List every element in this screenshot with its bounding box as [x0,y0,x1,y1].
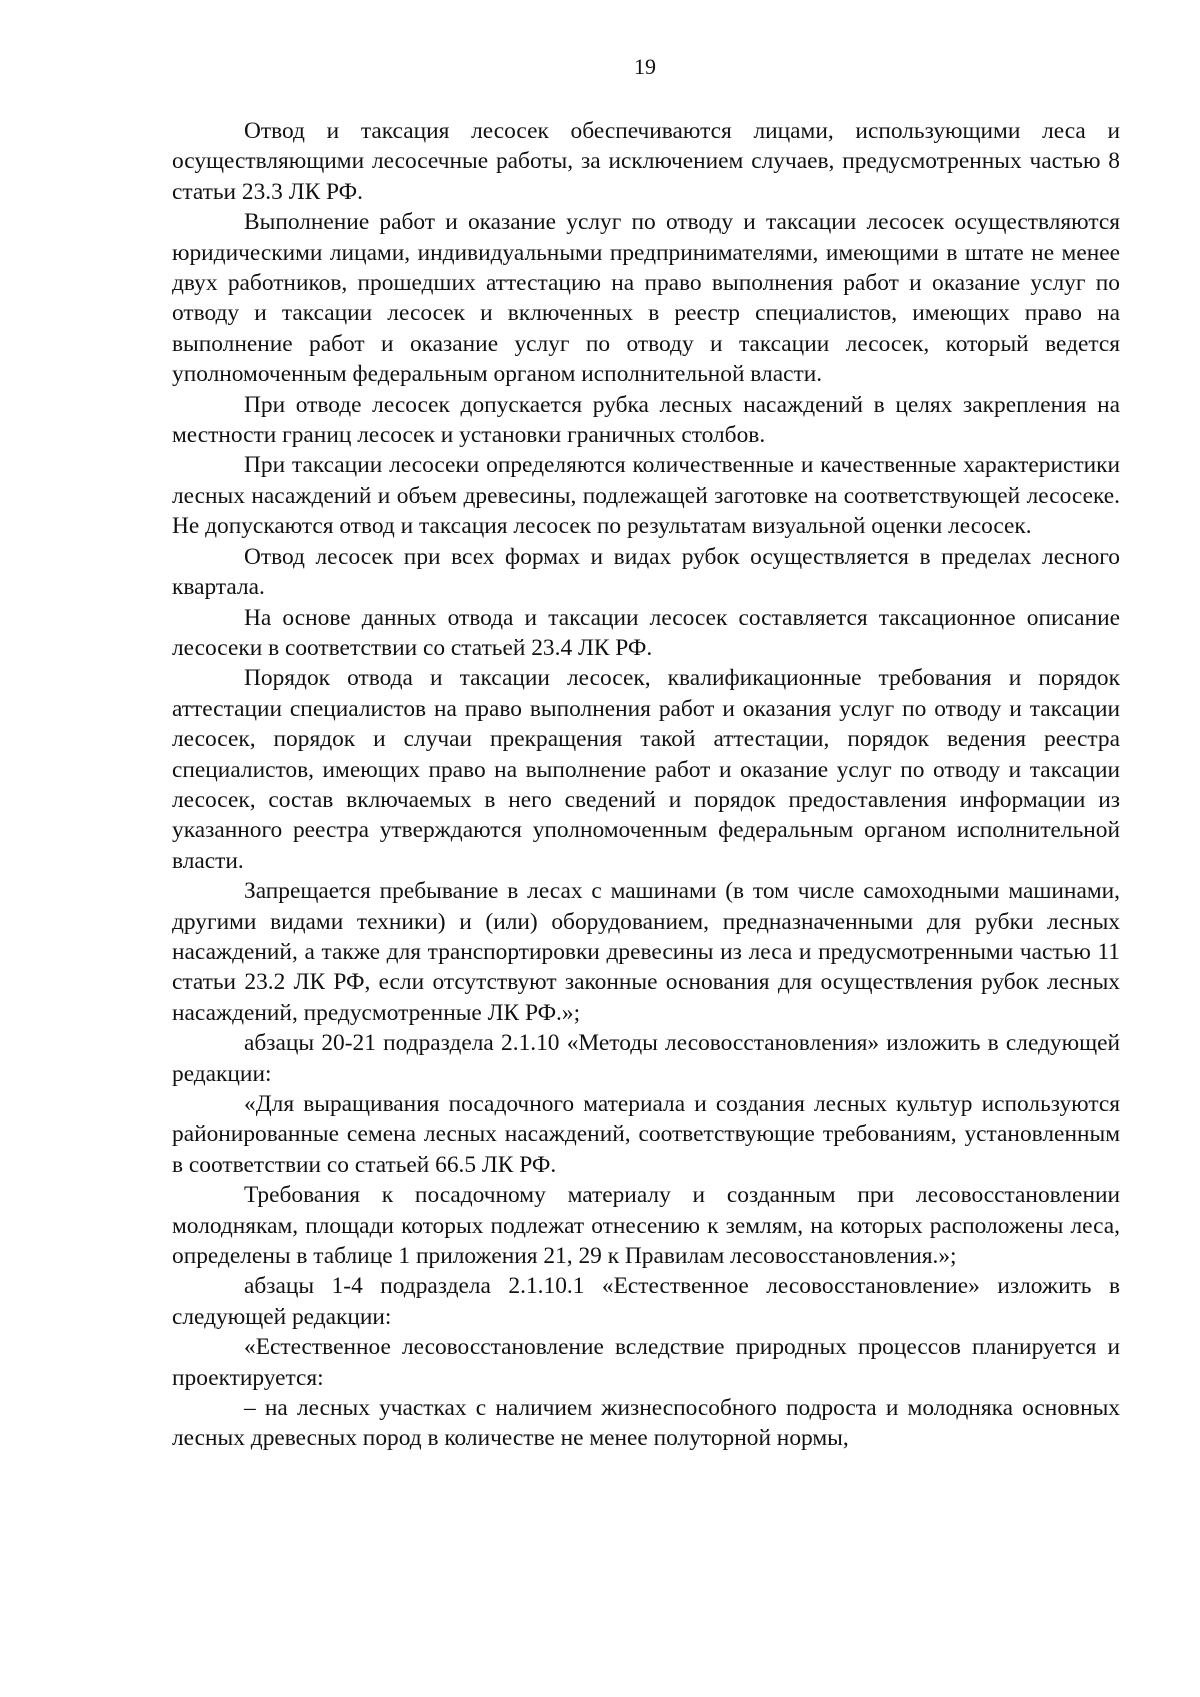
page-number: 19 [634,54,656,79]
paragraph: При таксации лесосеки определяются количественные и качественные характеристики лесных насаждений и объем древесины, подлежащей заготовке на соответствующей лесосеке. Не допускаются отвод и таксация лесосек по результатам визуальной оценки лесосек. [172,452,1120,540]
paragraph: Отвод лесосек при всех формах и видах рубок осуществляется в пределах лесного квартала. [172,543,1120,601]
paragraph: абзацы 1-4 подраздела 2.1.10.1 «Естественное лесовосстановление» изложить в следующей редакции: [172,1273,1120,1330]
paragraph: При отводе лесосек допускается рубка лесных насаждений в целях закрепления на местности границ лесосек и установки граничных столбов. [172,391,1120,449]
paragraph: Требования к посадочному материалу и созданным при лесовосстановлении молоднякам, площади которых подлежат отнесению к землям, на которых расположены леса, определены в таблице 1 приложения 21, 29 к Правилам лесовосстановления.»; [172,1182,1120,1270]
paragraph: Выполнение работ и оказание услуг по отводу и таксации лесосек осуществляются юридическими лицами, индивидуальными предпринимателями, имеющими в штате не менее двух работников, прошедших аттестацию на право выполнения работ и оказание услуг по отводу и таксации лесосек и включенных в реестр специалистов, имеющих право на выполнение работ и оказание услуг по отводу и таксации лесосек, который ведется уполномоченным федеральным органом исполнительной власти. [172,209,1120,388]
paragraph: абзацы 20-21 подраздела 2.1.10 «Методы лесовосстановления» изложить в следующей редакции: [172,1030,1120,1087]
paragraph: Отвод и таксация лесосек обеспечиваются лицами, использующими леса и осуществляющими лесосечные работы, за исключением случаев, предусмотренных частью 8 статьи 23.3 ЛК РФ. [172,118,1120,205]
paragraph: Запрещается пребывание в лесах с машинами (в том числе самоходными машинами, другими видами техники) и (или) оборудованием, предназначенными для рубки лесных насаждений, а также для транспортировки древесины из леса и предусмотренными частью 11 статьи 23.2 ЛК РФ, если отсутствуют законные основания для осуществления рубок лесных насаждений, предусмотренные ЛК РФ.»; [172,878,1120,1026]
paragraph: – на лесных участках с наличием жизнеспособного подроста и молодняка основных лесных древесных пород в количестве не менее полуторной нормы, [172,1395,1120,1452]
paragraph: На основе данных отвода и таксации лесосек составляется таксационное описание лесосеки в соответствии со статьей 23.4 ЛК РФ. [172,604,1120,661]
paragraph: «Для выращивания посадочного материала и создания лесных культур используются районированные семена лесных насаждений, соответствующие требованиям, установленным в соответствии со статьей 66.5 ЛК РФ. [172,1091,1120,1178]
document-body [172,116,1120,1454]
paragraph: Порядок отвода и таксации лесосек, квалификационные требования и порядок аттестации специалистов на право выполнения работ и оказания услуг по отводу и таксации лесосек, порядок и случаи прекращения такой аттестации, порядок ведения реестра специалистов, имеющих право на выполнение работ и оказание услуг по отводу и таксации лесосек, состав включаемых в него сведений и порядок предоставления информации из указанного реестра утверждаются уполномоченным федеральным органом исполнительной власти. [172,665,1120,874]
paragraph: «Естественное лесовосстановление вследствие природных процессов планируется и проектируется: [172,1334,1120,1391]
